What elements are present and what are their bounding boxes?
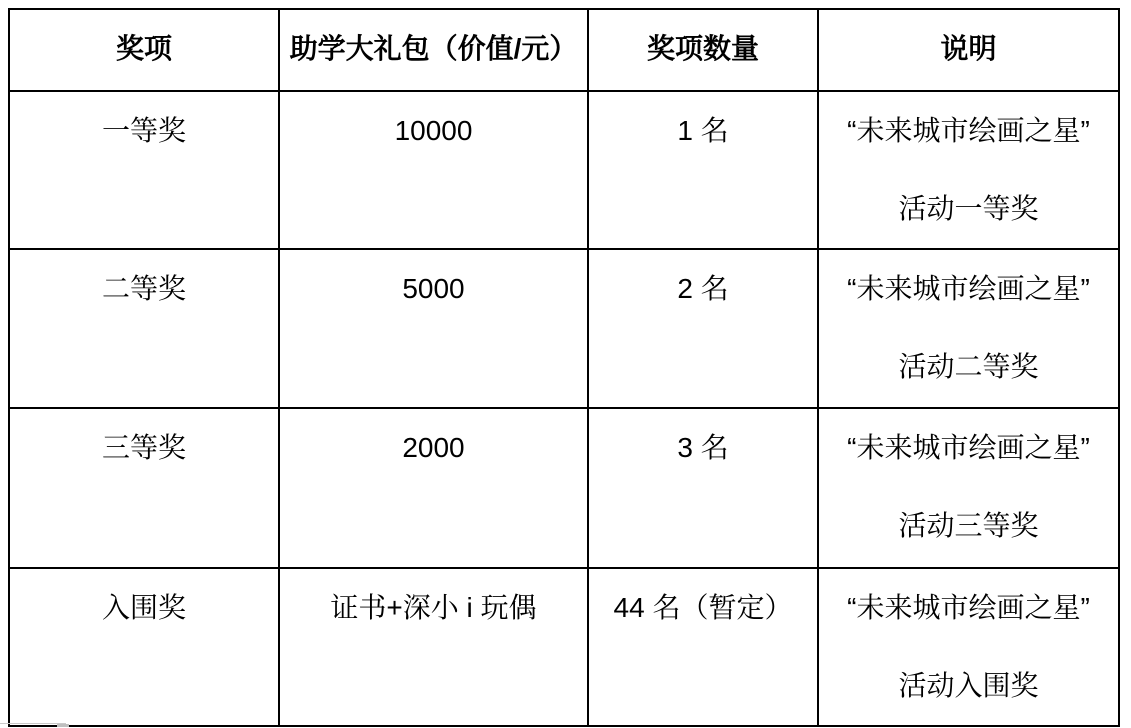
- cell-quantity: 1 名: [588, 91, 818, 249]
- note-line-1: “未来城市绘画之星”: [847, 273, 1090, 304]
- note-line-2: 活动三等奖: [898, 510, 1039, 541]
- note-line-2: 活动二等奖: [898, 351, 1039, 382]
- page-edge-tick-artifact: [57, 724, 69, 727]
- table-row: [9, 91, 1119, 249]
- header-cell-award: 奖项: [9, 9, 279, 91]
- cell-note: [818, 568, 1119, 726]
- cell-quantity: 3 名: [588, 408, 818, 568]
- cell-quantity: 44 名（暂定）: [588, 568, 818, 726]
- cell-note: [818, 408, 1119, 568]
- table-row: [9, 408, 1119, 568]
- table-header-row: [9, 9, 1119, 91]
- table-row: [9, 568, 1119, 726]
- note-line-2: 活动一等奖: [898, 193, 1039, 224]
- cell-award: 入围奖: [9, 568, 279, 726]
- cell-award: 一等奖: [9, 91, 279, 249]
- table-row: [9, 249, 1119, 408]
- cell-package: 10000: [279, 91, 588, 249]
- cell-award: 二等奖: [9, 249, 279, 408]
- award-table: [8, 8, 1120, 727]
- note-line-1: “未来城市绘画之星”: [847, 432, 1090, 463]
- cell-package: 证书+深小 i 玩偶: [279, 568, 588, 726]
- header-cell-package: 助学大礼包（价值/元）: [279, 9, 588, 91]
- header-cell-note: 说明: [818, 9, 1119, 91]
- cell-package: 2000: [279, 408, 588, 568]
- note-line-1: “未来城市绘画之星”: [847, 115, 1090, 146]
- cell-package: 5000: [279, 249, 588, 408]
- cell-note: [818, 91, 1119, 249]
- cell-award: 三等奖: [9, 408, 279, 568]
- note-line-1: “未来城市绘画之星”: [847, 592, 1090, 623]
- note-line-2: 活动入围奖: [898, 670, 1039, 701]
- cell-note: [818, 249, 1119, 408]
- header-cell-quantity: 奖项数量: [588, 9, 818, 91]
- cell-quantity: 2 名: [588, 249, 818, 408]
